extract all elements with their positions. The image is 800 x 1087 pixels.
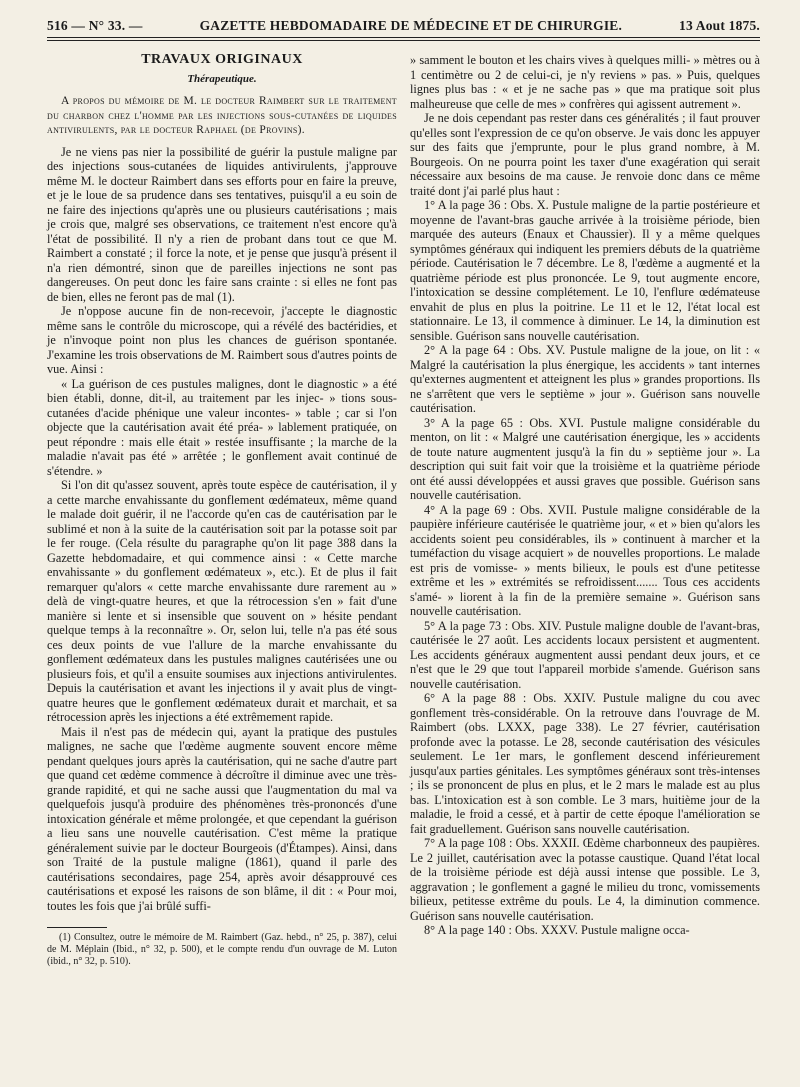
right-paragraph: 8° A la page 140 : Obs. XXXV. Pustule maligne occa- (424, 923, 690, 937)
right-paragraph: » samment le bouton et les chairs vives à quelques milli- » mètres ou à 1 centimètre ou 2 de celui-ci, je n'y reviens » pas. » Puis, quelques lignes plus bas : « et je ne sache pas » que ma pratique soit plus malheureuse que celle de mes » confrères qui agissent autrement ». (410, 53, 760, 111)
section-subtitle: Thérapeutique. (187, 72, 257, 85)
footnote-rule (47, 927, 107, 928)
issue-number: N° 33. (88, 18, 126, 33)
left-paragraph: Si l'on dit qu'assez souvent, après toute espèce de cautérisation, il y a cette marche envahissante du gonflement œdémateux, même quand le malade doit guérir, il ne l'accorde qu'en cas de cautérisation par le sublimé et non à la suite de la cautérisation soit par la potasse soit par le fer rouge. (Cela résulte du paragraphe qu'on lit page 388 dans la Gazette hebdomadaire, et qui commence ainsi : « Cette marche envahissante » du gonflement œdémateux », etc.). Et de plus il fait remarquer qu'alors « cette marche envahissante dure rarement au » delà de vingt-quatre heures, et que la rétrocession s'en » fait d'une manière si lente et si insensible que souvent on » hésite pendant quelque temps à la reconnaître ». Or, selon lui, telle n'a pas été sous ces deux points de vue l'allure de la marche envahissante du gonflement œdémateux dans les pustules malignes cautérisées une ou plusieurs fois, et qu'il a ensuite soumises aux injections antivirulentes. Depuis la cautérisation et avant les injections il y avait plus de vingt-quatre heures que le gonflement œdémateux durait et marchait, et sa rétrocession après les injections a été extrêmement rapide. (47, 478, 397, 724)
left-paragraph: Je ne viens pas nier la possibilité de guérir la pustule maligne par des injections sous-cutanées de liquides antivirulents, j'approuve même M. le docteur Raimbert dans ses efforts pour en faire la preuve, et je le loue de sa prudence dans ses tentatives, puisqu'il a eu soin de ne faire des injections qu'après une ou plusieurs cautérisations ; mais je crois que, malgré ses observations, ce traitement n'est encore qu'à l'état de possibilité. Il n'y a rien de probant dans tout ce que M. Raimbert a constaté ; il force la note, et je pense que jusqu'à présent il n'a rien démontré, sinon que de pareilles injections ne sont pas dangereuses. On peut donc les faire sans crainte : si elles ne font pas de bien, elles ne feront pas de mal (1). (47, 144, 397, 304)
right-paragraph: 6° A la page 88 : Obs. XXIV. Pustule maligne du cou avec gonflement très-considérable. On la retrouve dans l'ouvrage de M. Raimbert (obs. LXXX, page 338). Le 27 février, cautérisation profonde avec la potasse. Le 28, seconde cautérisation des vésicules seulement. Le 1er mars, le gonflement descend inférieurement jusqu'aux parties génitales. Les symptômes généraux sont très-intenses ; ils se prononcent de plus en plus, et le 2 mars le malade est au plus bas. L'intoxication est à son comble. Le 3 mars, huitième jour de la maladie, le froid a cessé, et à partir de cette époque l'amélioration se fait graduellement. Guérison sans nouvelle cautérisation. (410, 691, 760, 836)
left-paragraph: « La guérison de ces pustules malignes, dont le diagnostic » a été bien établi, donne, dit-il, au traitement par les injec- » tions sous-cutanées d'acide phénique une valeur incontes- » table ; car si l'on objecte que la cautérisation avait été préa- » lablement pratiquée, on peut répondre : mais elle était » restée insuffisante ; la marche de la maladie n'avait pas été » arrêtée ; le gonflement avait continué de s'étendre. » (47, 376, 397, 478)
right-paragraph: 4° A la page 69 : Obs. XVII. Pustule maligne considérable de la paupière inférieure cautérisée le quatrième jour, « et » bien qu'alors les accidents soient peu considérables, ils » continuent à marcher et la tuméfaction du visage acquiert » de nouvelles proportions. Le malade est pris de vomisse- » ments bilieux, le pouls est d'une petitesse extrême et les » extrémités se refroidissent....... Tous ces accidents s'amé- » liorent à la fin de la première semaine ». Guérison sans nouvelle cautérisation. (410, 502, 760, 618)
right-column (410, 53, 760, 968)
right-paragraph: Je ne dois cependant pas rester dans ces généralités ; il faut prouver qu'elles sont l'expression de ce qu'on observe. Je vais donc les appuyer sur des faits que j'emprunte, pour le plus grand nombre, à M. Bourgeois. On ne pourra point les taxer d'une exagération qui serait nécessaire aux besoins de ma cause. Je renvoie donc dans ce même traité dont j'ai parlé plus haut : (410, 111, 760, 198)
section-title: TRAVAUX ORIGINAUX (141, 52, 303, 67)
right-paragraph: 3° A la page 65 : Obs. XVI. Pustule maligne considérable du menton, on lit : « Malgré une cautérisation énergique, les » accidents de toute nature augmentent jusqu'à la fin du » septième jour ». La description qui suit fait voir que la troisième et la quatrième période ont été aussi développées et aussi graves que possible. Guérison sans nouvelle cautérisation. (410, 415, 760, 502)
footnote: (1) Consultez, outre le mémoire de M. Raimbert (Gaz. hebd., n° 25, p. 387), celui de M. Méplain (Ibid., n° 32, p. 500), et le compte rendu d'un ouvrage de M. Luton (ibid., n° 32, p. 510). (47, 932, 397, 967)
right-paragraph: 5° A la page 73 : Obs. XIV. Pustule maligne double de l'avant-bras, cautérisée le 27 août. Les accidents locaux persistent et augmentent. Les accidents généraux augmentent aussi pendant deux jours, et ce n'est que le 29 que tout l'appareil morbide s'amende. Guérison sans nouvelle cautérisation. (410, 618, 760, 691)
left-column (47, 53, 397, 968)
issue-date: 13 Aout 1875. (679, 18, 760, 33)
right-paragraph: 1° A la page 36 : Obs. X. Pustule maligne de la partie postérieure et moyenne de l'avant-bras gauche arrivée à la troisième période, bien marquée des auteurs (Enaux et Chaussier). Il y a même quelques symptômes généraux qui indiquent les premiers débuts de la quatrième période. Cautérisation le 7 décembre. Le 8, l'œdème a augmenté et la quatrième période est plus prononcée. Le 9, tout augmente encore, l'intoxication se dessine complétement. Le 10, l'enflure œdémateuse envahit de plus en plus la poitrine. Le 11 et le 12, l'état local est stationnaire. Le 13, il commence à diminuer. Le 14, la diminution est sensible. Guérison sans nouvelle cautérisation. (410, 198, 760, 343)
two-column-body (47, 53, 760, 968)
left-paragraph: Mais il n'est pas de médecin qui, ayant la pratique des pustules malignes, ne sache que l'œdème augmente souvent encore même pendant quelques jours après la cautérisation, qui ne sache d'autre part que quand cet œdème commence à décroître il diminue avec une très-grande rapidité, et qui ne sache aussi que l'augmentation du mal va quelquefois jusqu'à produire des phénomènes très-prononcés d'une intoxication générale et même prolongée, et que cependant la guérison a lieu sans une nouvelle cautérisation. C'est même la pratique généralement suivie par le docteur Bourgeois (d'Étampes). Ainsi, dans son Traité de la pustule maligne (1861), quand il parle des cautérisations secondaires, page 254, après avoir désapprouvé ces cautérisations et exposé les raisons de son blâme, il dit : « Pour moi, toutes les fois que j'ai brûlé suffi- (47, 724, 397, 913)
right-paragraph: 7° A la page 108 : Obs. XXXII. Œdème charbonneux des paupières. Le 2 juillet, cautérisation avec la potasse caustique. Quand l'état local de la troisième période est déjà aussi intense que possible. Le 3, aggravation ; le gonflement a gagné le milieu du tronc, vomissements bilieux, petitesse extrême du pouls. Le 4, la diminution commence. Guérison sans nouvelle cautérisation. (410, 836, 760, 923)
page-number-and-issue: 516 — N° 33. — (47, 18, 143, 33)
header-rule (47, 40, 760, 41)
journal-title: GAZETTE HEBDOMADAIRE DE MÉDECINE ET DE CHIRURGIE. (199, 18, 623, 33)
page-header (47, 18, 760, 38)
article-title: A propos du mémoire de M. le docteur Raimbert sur le traitement du charbon chez l'homme par les injections sous-cutanées de liquides antivirulents, par le docteur Raphael (de Provins). (47, 95, 397, 136)
page-number: 516 (47, 18, 68, 33)
left-paragraph: Je n'oppose aucune fin de non-recevoir, j'accepte le diagnostic même sans le contrôle du microscope, qui a révélé des bactéridies, et je n'invoque point non plus les chances de guérison spontanée. J'examine les trois observations de M. Raimbert sous d'autres points de vue. Ainsi : (47, 304, 397, 376)
right-paragraph: 2° A la page 64 : Obs. XV. Pustule maligne de la joue, on lit : « Malgré la cautérisation la plus énergique, les accidents » tant internes qu'externes augmentent et atteignent les plus » grandes proportions. Ils ne s'arrêtent que vers le septième » jour ». Guérison sans nouvelle cautérisation. (410, 343, 760, 415)
